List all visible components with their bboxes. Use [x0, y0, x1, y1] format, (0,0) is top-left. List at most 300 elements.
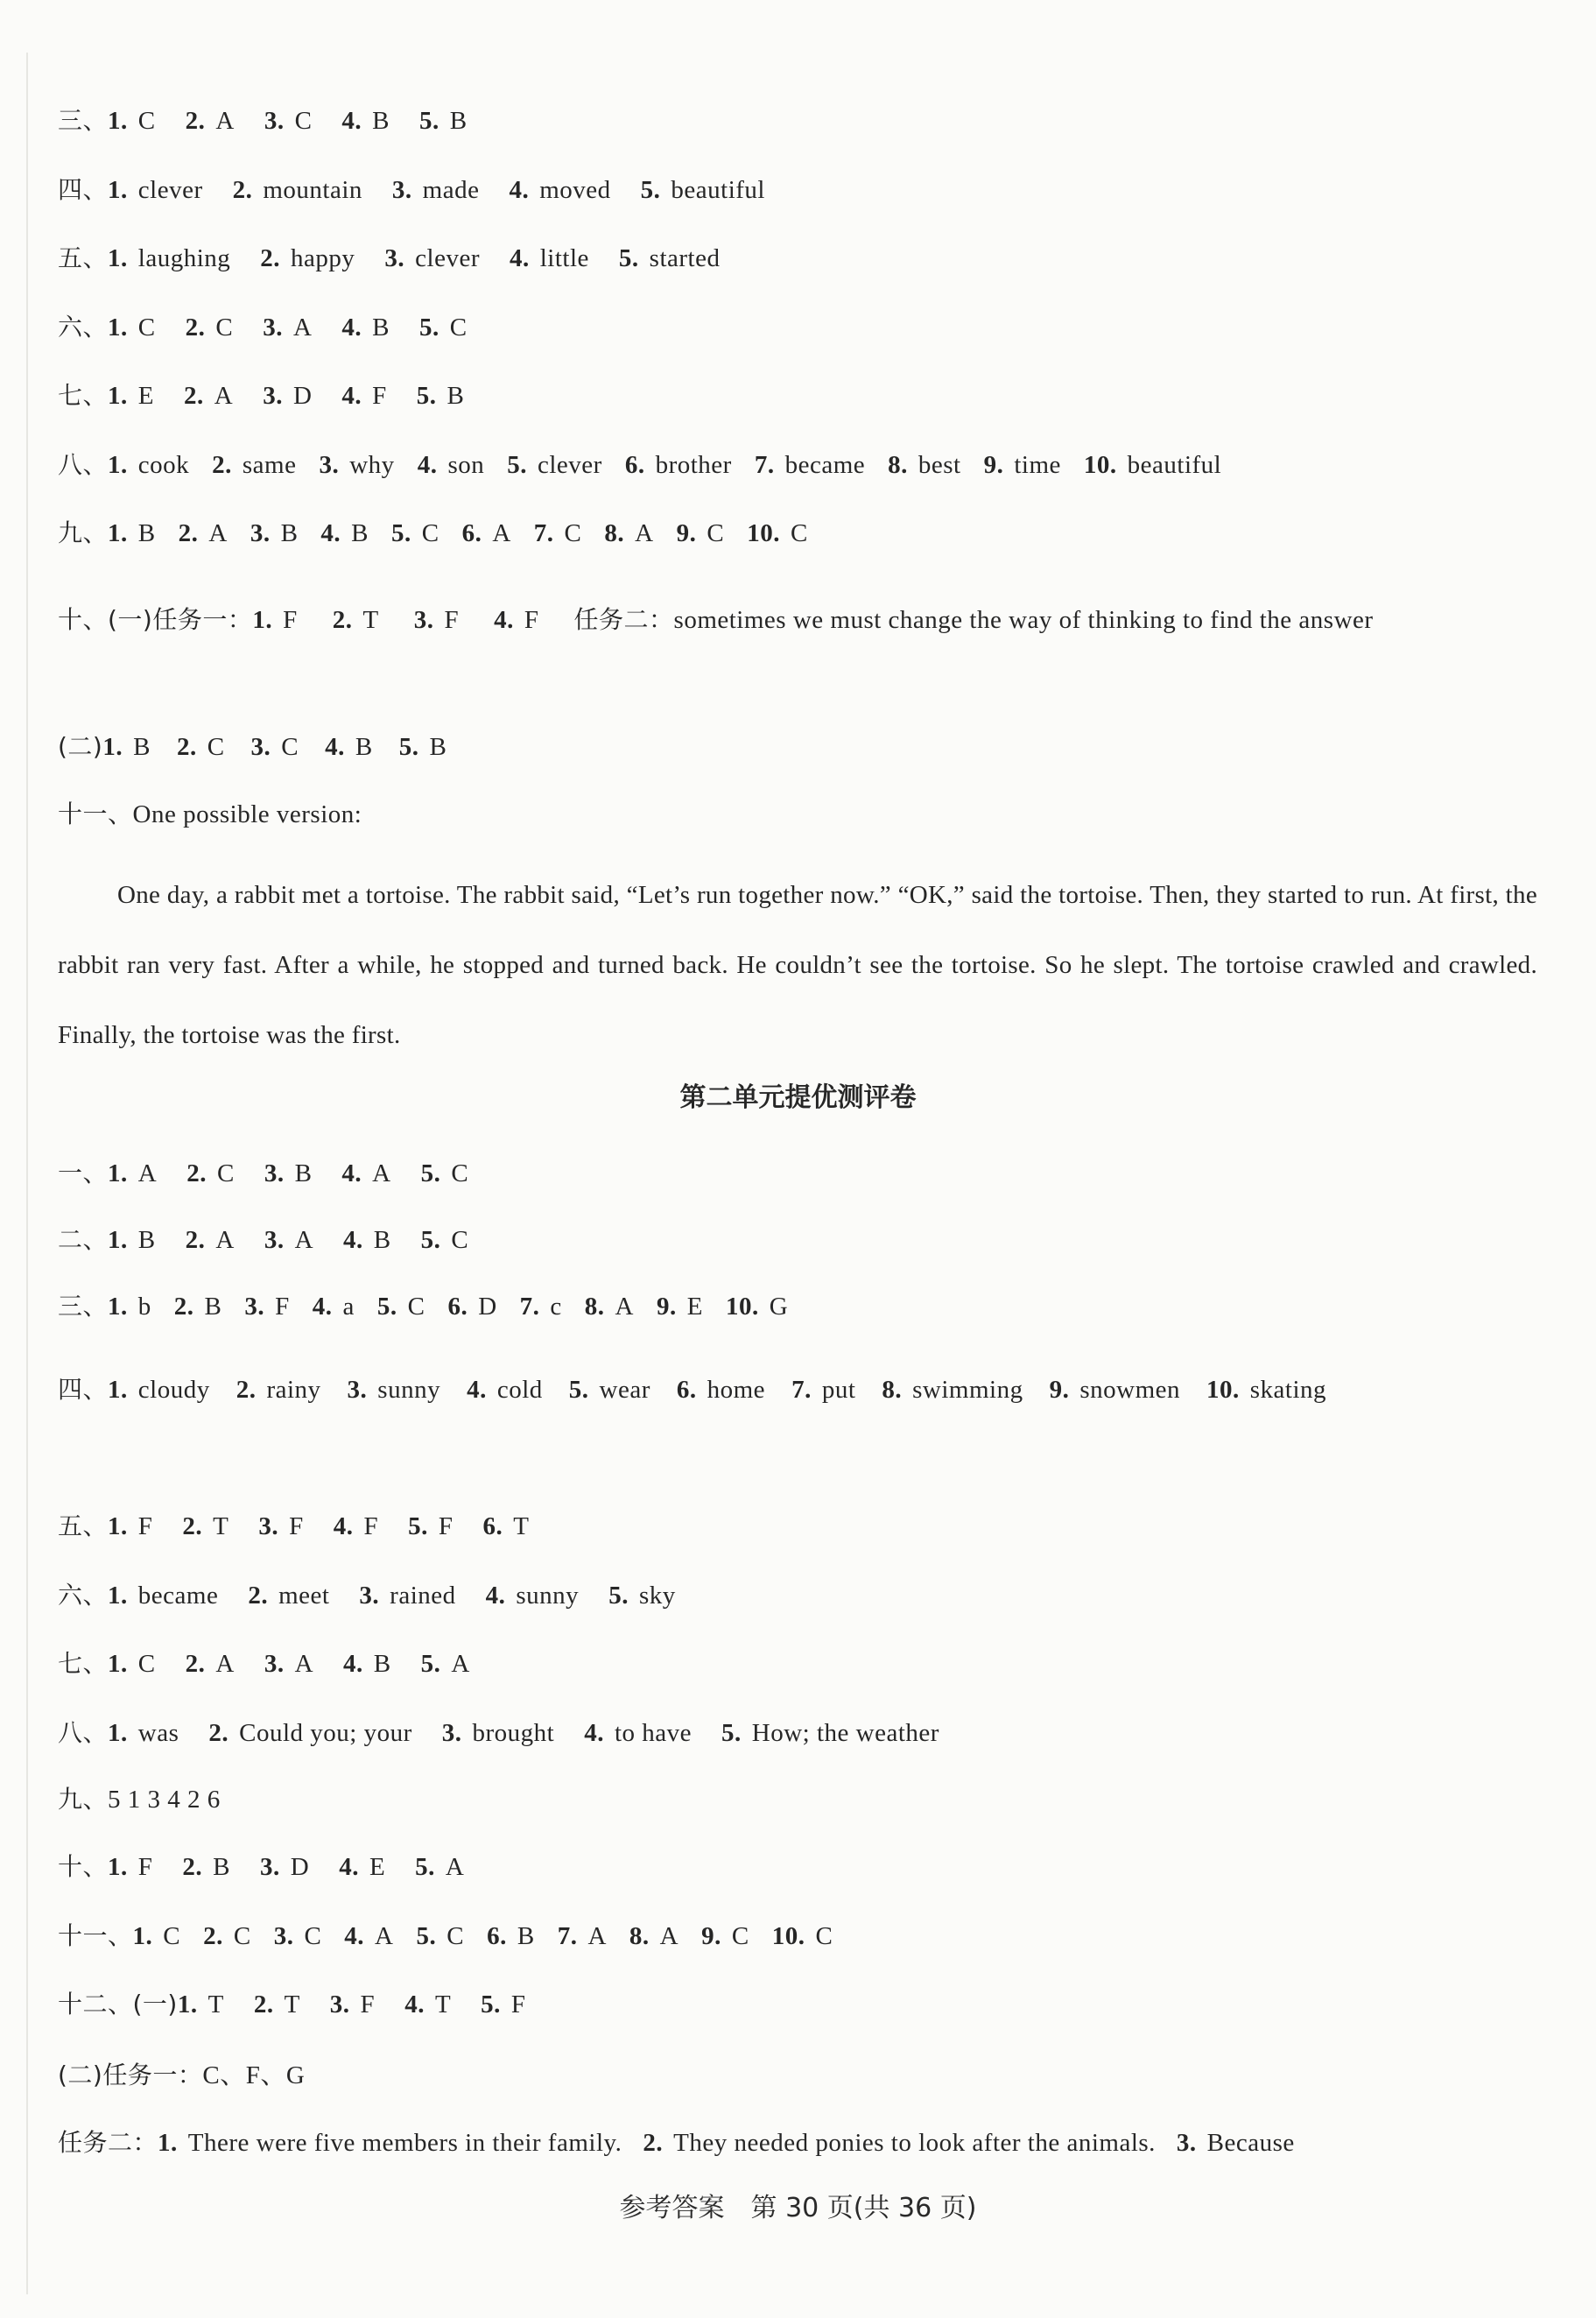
answer-text: A [372, 1159, 391, 1187]
question-number: 1. [252, 606, 273, 634]
answer-text: C [304, 1921, 322, 1950]
answer-item [569, 1355, 650, 1425]
answer-item [208, 1716, 411, 1751]
answer-text: C [446, 1921, 465, 1950]
answer-text: mountain [263, 175, 362, 204]
answer-item [178, 1987, 224, 2022]
question-number: 9. [657, 1293, 677, 1321]
question-number: 1. [158, 2129, 178, 2157]
answer-item [343, 1222, 391, 1258]
answer-item [264, 103, 313, 138]
question-number: 5. [481, 1990, 501, 2019]
answer-text: C [137, 1650, 156, 1678]
answer-item [747, 516, 808, 551]
answer-text: E [369, 1853, 386, 1881]
answer-item [108, 1509, 152, 1544]
answer-text: E [137, 382, 154, 410]
question-number: 5. [391, 519, 411, 547]
question-number: 2. [176, 733, 197, 761]
answer-text: A [615, 1293, 634, 1321]
answer-text: B [294, 1159, 313, 1187]
question-number: 4. [333, 1512, 354, 1540]
answer-item [399, 729, 447, 764]
answer-text: rainy [266, 1376, 321, 1404]
answer-text: moved [539, 175, 611, 204]
question-number: 5. [640, 175, 661, 204]
answer-item [677, 1355, 765, 1425]
answer-text: put [821, 1376, 856, 1404]
answer-item [442, 1716, 554, 1751]
answer-item [483, 1509, 530, 1544]
answer-text: meet [278, 1581, 330, 1610]
answer-text: A [294, 1226, 314, 1254]
row-items [108, 1650, 500, 1678]
answer-item [252, 585, 297, 655]
answer-item [509, 173, 610, 208]
answer-text: a [342, 1293, 355, 1321]
answer-item [421, 1156, 469, 1191]
page-footer: 参考答案 第 30 页(共 36 页) [619, 2193, 977, 2223]
question-number: 5. [420, 1159, 441, 1187]
question-number: 1. [108, 450, 128, 479]
answer-text: became [784, 450, 866, 479]
question-number: 4. [341, 313, 362, 342]
answer-item [882, 1355, 1023, 1425]
answer-item [108, 310, 156, 345]
answer-item [343, 1646, 391, 1681]
question-number: 6. [676, 1376, 697, 1404]
question-number: 1. [108, 1718, 128, 1747]
answer-row [58, 1646, 1546, 1681]
answer-item [585, 1289, 634, 1324]
answer-item [102, 729, 151, 764]
answer-item [377, 1289, 425, 1324]
order-answer: 5 1 3 4 2 6 [108, 1786, 221, 1814]
answer-row [58, 1222, 1546, 1258]
question-number: 9. [676, 519, 697, 547]
answer-row [58, 447, 1546, 483]
question-number: 5. [618, 244, 639, 272]
question-number: 1. [108, 244, 128, 272]
answer-item [339, 1849, 385, 1885]
answer-item [186, 1646, 235, 1681]
row-items [108, 107, 497, 135]
answer-text: B [213, 1853, 230, 1881]
answer-text: T [207, 1990, 224, 2019]
answer-item [341, 1156, 390, 1191]
answer-text: C [233, 1921, 251, 1950]
answer-text: why [349, 450, 395, 479]
question-number: 1. [108, 175, 128, 204]
answer-text: B [351, 519, 369, 547]
question-number: 4. [344, 1921, 365, 1950]
answer-item [236, 1355, 321, 1425]
answer-item [417, 378, 465, 413]
answer-item [359, 1578, 455, 1613]
answer-text: B [137, 519, 156, 547]
answer-text: C [207, 733, 225, 761]
task1-label: 任务一： [152, 605, 253, 634]
answer-item [677, 516, 725, 551]
answer-text: C [451, 1159, 469, 1187]
answer-text: C [137, 313, 156, 342]
row-prefix: 一、 [58, 1159, 109, 1187]
answer-item [486, 1578, 580, 1613]
row-prefix: 十、 [58, 1852, 109, 1881]
answer-text: to have [614, 1718, 693, 1747]
question-number: 10. [771, 1921, 805, 1950]
answer-text: C [137, 107, 156, 135]
row-items [108, 176, 795, 204]
question-number: 1. [102, 733, 123, 761]
question-number: 2. [186, 1159, 207, 1187]
answer-item [263, 378, 312, 413]
answer-text: b [137, 1293, 151, 1321]
answer-item [629, 1919, 678, 1954]
question-number: 4. [509, 244, 530, 272]
question-number: 4. [509, 175, 530, 204]
question-number: 5. [398, 733, 419, 761]
row-items [108, 244, 749, 272]
answer-item [108, 173, 203, 208]
question-number: 3. [413, 606, 434, 634]
answer-item [260, 241, 355, 276]
answer-item [108, 1222, 156, 1258]
question-number: 1. [108, 1159, 128, 1187]
question-number: 5. [419, 313, 439, 342]
page-edge-shadow [26, 53, 28, 2294]
answer-text: cloudy [137, 1376, 210, 1404]
answer-text: sunny [377, 1376, 441, 1404]
answer-item [250, 516, 299, 551]
question-number: 3. [273, 1921, 294, 1950]
answer-text: B [355, 733, 373, 761]
answer-item [174, 1289, 222, 1324]
row-ten-part2 [58, 729, 1546, 764]
task2-items [158, 2129, 1316, 2157]
answer-text: A [214, 382, 234, 410]
row-prefix: 三、 [58, 106, 109, 135]
answer-text: B [372, 107, 390, 135]
row-items [108, 382, 494, 410]
row-items [108, 1159, 498, 1187]
answer-text: F [360, 1990, 376, 2019]
question-number: 4. [320, 519, 341, 547]
question-number: 5. [416, 1921, 437, 1950]
question-number: 1. [132, 1921, 153, 1950]
answer-text: B [133, 733, 151, 761]
answer-item [108, 378, 154, 413]
answer-item [984, 447, 1061, 483]
question-number: 1. [108, 1650, 128, 1678]
answer-text: B [372, 313, 390, 342]
version-label: One possible version: [132, 800, 362, 828]
question-number: 10. [725, 1293, 759, 1321]
question-number: 4. [343, 1226, 363, 1254]
question-number: 2. [203, 1921, 223, 1950]
answer-item [108, 1646, 156, 1681]
answer-item [274, 1919, 322, 1954]
row-items [108, 1376, 1353, 1404]
answer-item [726, 1289, 788, 1324]
answer-item [334, 1509, 378, 1544]
answer-text: B [204, 1293, 222, 1321]
answer-row [58, 310, 1546, 345]
answer-item [108, 1849, 152, 1885]
question-number: 8. [604, 519, 625, 547]
answer-text: F [438, 1512, 453, 1540]
answer-item [619, 241, 721, 276]
answer-item [510, 241, 589, 276]
question-number: 5. [419, 107, 439, 135]
answer-text: G [769, 1293, 789, 1321]
question-number: 1. [108, 519, 128, 547]
question-number: 2. [185, 1650, 206, 1678]
question-number: 8. [584, 1293, 605, 1321]
question-number: 3. [244, 1293, 265, 1321]
question-number: 2. [260, 244, 281, 272]
answer-row [58, 103, 1546, 138]
answer-item [419, 103, 468, 138]
answer-text: C [707, 519, 725, 547]
answer-text: became [137, 1581, 219, 1610]
answer-item [177, 729, 225, 764]
question-number: 2. [185, 107, 206, 135]
answer-text: started [649, 244, 721, 272]
answer-text: laughing [137, 244, 231, 272]
answer-text: F [289, 1512, 304, 1540]
answer-item [260, 1849, 309, 1885]
answer-row [58, 1716, 1546, 1751]
question-number: 1. [108, 382, 128, 410]
answer-text: F [137, 1512, 153, 1540]
question-number: 3. [250, 733, 271, 761]
question-number: 3. [329, 1990, 350, 2019]
answer-item [657, 1289, 703, 1324]
question-number: 7. [557, 1921, 578, 1950]
question-number: 7. [754, 450, 775, 479]
answer-text: T [284, 1990, 300, 2019]
answer-item [341, 103, 390, 138]
answer-item [408, 1509, 453, 1544]
answer-text: T [213, 1512, 229, 1540]
answer-item [186, 310, 234, 345]
row-prefix: 十、(一) [58, 605, 153, 634]
question-number: 3. [319, 450, 340, 479]
question-number: 5. [507, 450, 527, 479]
answer-text: A [137, 1159, 158, 1187]
answer-text: F [444, 606, 460, 634]
answer-text: D [478, 1293, 497, 1321]
task1-items [252, 606, 573, 634]
answer-item [212, 447, 296, 483]
question-number: 7. [519, 1293, 540, 1321]
answer-item [158, 2125, 622, 2160]
answer-item [341, 310, 390, 345]
answer-text: C [564, 519, 582, 547]
answer-item [320, 516, 369, 551]
answer-text: C [294, 107, 313, 135]
answer-text: snowmen [1079, 1376, 1181, 1404]
answer-item [418, 447, 485, 483]
answer-item [462, 516, 511, 551]
answer-text: D [290, 1853, 310, 1881]
row-items [102, 733, 473, 761]
answer-text: C [163, 1921, 181, 1950]
question-number: 3. [384, 244, 405, 272]
row-nine [58, 1782, 1546, 1817]
question-number: 3. [258, 1512, 279, 1540]
answer-text: beautiful [671, 175, 765, 204]
question-number: 3. [347, 1376, 368, 1404]
answer-item [333, 585, 379, 655]
answer-item [772, 1919, 833, 1954]
essay-paragraph: One day, a rabbit met a tortoise. The rabbit said, “Let’s run together now.” “OK,” said the tortoise. Then, they started to run. At first, the rabbit ran very fast. After a while, he stopped and turned back. He couldn’t see the tortoise. So he slept. The tortoise crawled and crawled. Finally, the tortoise was the first. [58, 881, 1537, 1049]
answer-text: home [707, 1376, 766, 1404]
row-prefix: 六、 [58, 312, 109, 342]
answer-text: time [1014, 450, 1061, 479]
answer-item [625, 447, 732, 483]
question-number: 1. [108, 1512, 128, 1540]
answer-text: sunny [516, 1581, 580, 1610]
answer-text: rained [390, 1581, 456, 1610]
task2-label: 任务二： [58, 2128, 158, 2157]
question-number: 3. [264, 1159, 285, 1187]
answer-row [58, 516, 1546, 551]
row-prefix: 六、 [58, 1580, 109, 1610]
answer-item [419, 310, 468, 345]
question-number: 2. [185, 1226, 206, 1254]
answer-row [58, 1289, 1546, 1324]
row-prefix: 五、 [58, 1511, 109, 1540]
row-items [178, 1990, 556, 2019]
answer-row [58, 173, 1546, 208]
answer-item [494, 585, 538, 655]
question-number: 8. [882, 1376, 903, 1404]
answer-text: A [215, 1226, 235, 1254]
question-number: 4. [325, 733, 345, 761]
answer-text: A [451, 1650, 470, 1678]
answer-text: C [281, 733, 299, 761]
answer-item [404, 1987, 451, 2022]
answer-item [108, 1156, 157, 1191]
question-number: 2. [182, 1853, 203, 1881]
answer-item [258, 1509, 303, 1544]
answer-item [108, 1716, 179, 1751]
question-number: 4. [584, 1718, 604, 1747]
question-number: 10. [747, 519, 780, 547]
question-number: 1. [108, 1226, 128, 1254]
question-number: 6. [624, 450, 645, 479]
answer-item [520, 1289, 562, 1324]
row-items [108, 519, 831, 547]
answer-row [58, 1156, 1546, 1191]
question-number: 5. [420, 1650, 441, 1678]
section-title: 第二单元提优测评卷 [679, 1082, 917, 1113]
answer-text: C [449, 313, 468, 342]
answer-text: clever [537, 450, 602, 479]
answer-text: C [790, 519, 808, 547]
row-items [108, 1512, 559, 1540]
task2-label: 任务二： [573, 605, 674, 634]
answer-row [58, 241, 1546, 276]
answer-item [182, 1849, 230, 1885]
row-items [108, 1582, 706, 1610]
answer-item [414, 585, 459, 655]
question-number: 10. [1206, 1376, 1240, 1404]
question-number: 6. [447, 1293, 468, 1321]
answer-item [254, 1987, 300, 2022]
question-number: 1. [108, 107, 128, 135]
answer-text: F [283, 606, 298, 634]
answer-item [184, 378, 233, 413]
question-number: 8. [888, 450, 908, 479]
answer-item [348, 1355, 441, 1425]
question-number: 5. [420, 1226, 441, 1254]
row-eleven [58, 797, 1546, 832]
answer-text: C [216, 1159, 235, 1187]
answer-text: brother [655, 450, 732, 479]
question-number: 2. [232, 175, 253, 204]
answer-item [203, 1919, 251, 1954]
answer-item [264, 1646, 313, 1681]
answer-text: C [815, 1921, 833, 1950]
question-number: 1. [108, 1581, 128, 1610]
answer-text: brought [472, 1718, 555, 1747]
answer-text: B [449, 107, 468, 135]
question-number: 2. [236, 1376, 257, 1404]
question-number: 9. [701, 1921, 721, 1950]
answer-text: B [280, 519, 299, 547]
answer-text: A [292, 313, 313, 342]
answer-text: A [294, 1650, 314, 1678]
answer-text: skating [1249, 1376, 1327, 1404]
answer-text: A [492, 519, 511, 547]
row-items [108, 451, 1244, 479]
answer-text: C [451, 1226, 469, 1254]
answer-text: swimming [912, 1376, 1023, 1404]
question-number: 6. [482, 1512, 503, 1540]
answer-text: same [242, 450, 297, 479]
answer-text: little [539, 244, 589, 272]
answer-row [58, 1919, 1546, 1954]
question-number: 5. [416, 382, 437, 410]
question-number: 3. [264, 1226, 285, 1254]
answer-item [1050, 1355, 1180, 1425]
question-number: 4. [341, 1159, 362, 1187]
answer-item [319, 447, 394, 483]
answer-text: clever [415, 244, 480, 272]
answer-text: sky [638, 1581, 676, 1610]
answer-text: F [524, 606, 539, 634]
answer-text: B [137, 1226, 156, 1254]
question-number: 7. [791, 1376, 812, 1404]
answer-item [264, 1156, 313, 1191]
answer-text: D [292, 382, 313, 410]
answer-text: A [208, 519, 228, 547]
question-number: 4. [341, 107, 362, 135]
question-number: 7. [533, 519, 554, 547]
answer-row [58, 1987, 1546, 2022]
answer-item [325, 729, 373, 764]
question-number: 5. [608, 1581, 629, 1610]
question-number: 5. [568, 1376, 589, 1404]
question-number: 2. [178, 519, 199, 547]
answer-text: T [362, 606, 379, 634]
answer-item [108, 1289, 151, 1324]
question-number: 2. [208, 1718, 229, 1747]
row-task2 [58, 2125, 1546, 2160]
